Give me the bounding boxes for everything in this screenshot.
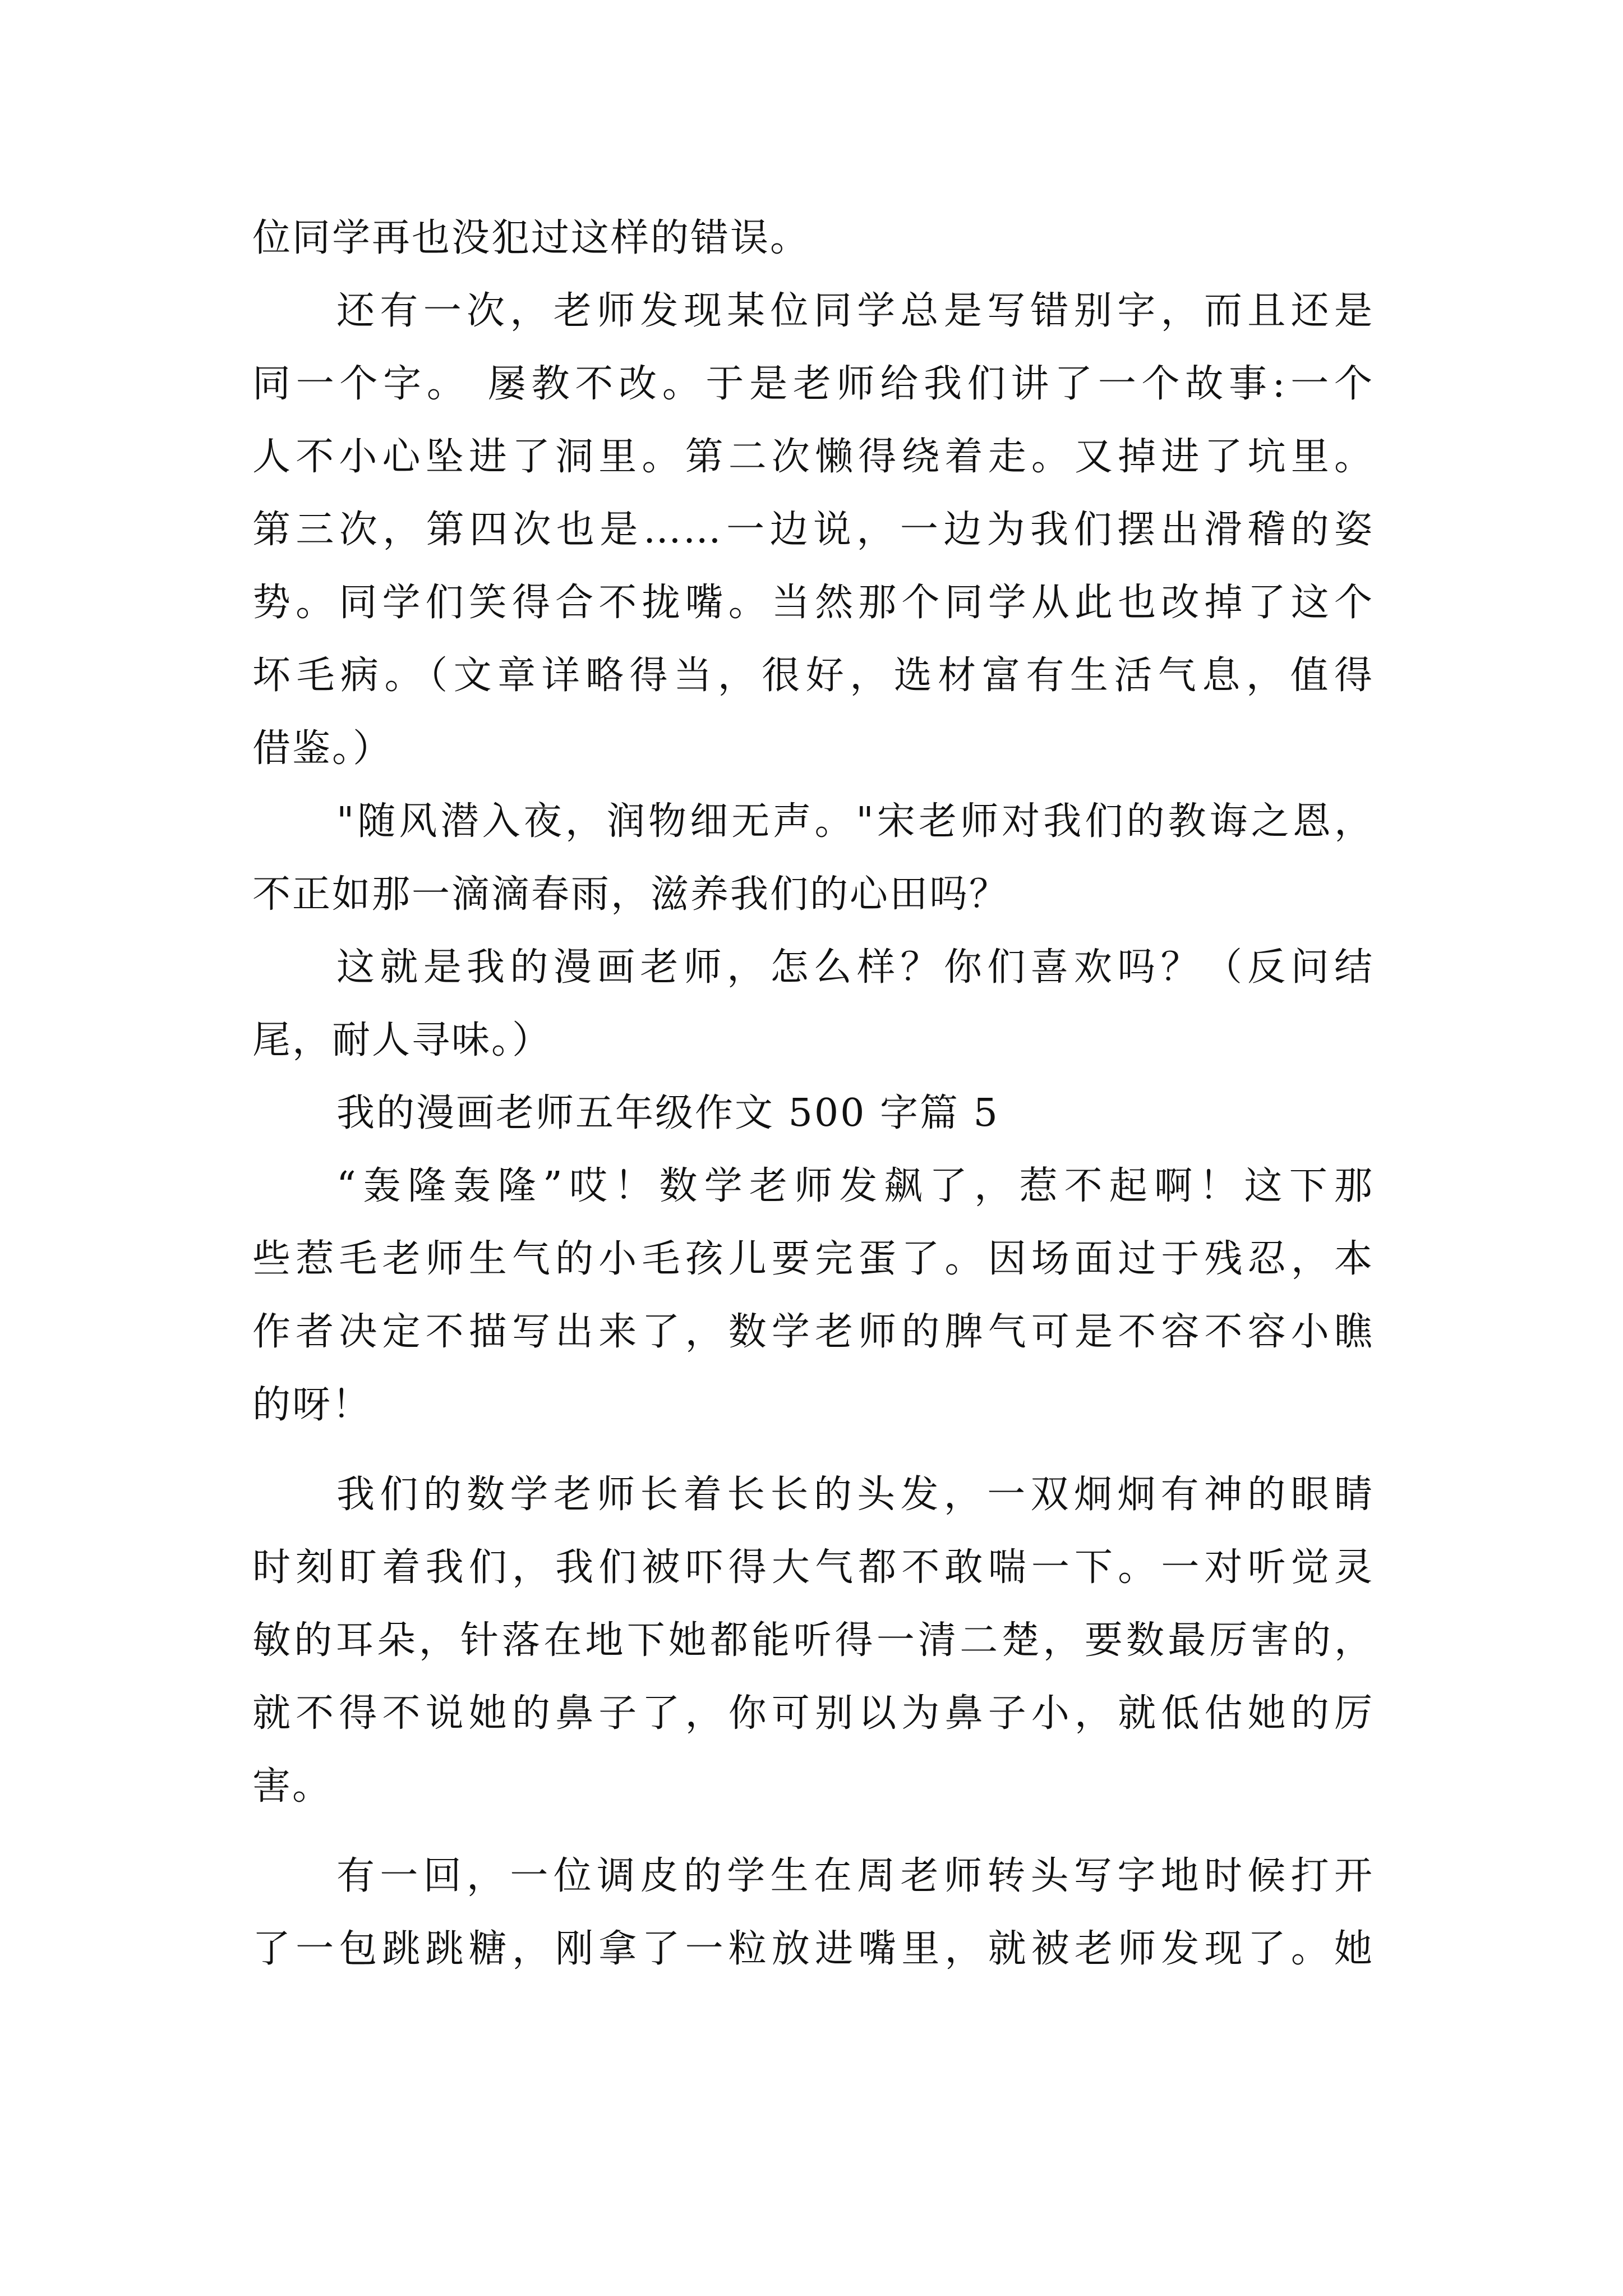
text-line: 些惹毛老师生气的小毛孩儿要完蛋了。因场面过于残忍，本 [252,1237,1374,1281]
text-line: 害。 [252,1764,333,1809]
paragraph-gap [252,1823,1374,1840]
text-line: 借鉴。） [252,726,393,771]
text-line: 这就是我的漫画老师，怎么样？你们喜欢吗？（反问结 [336,945,1374,990]
text-line: 时刻盯着我们，我们被吓得大气都不敢喘一下。一对听觉灵 [252,1545,1374,1590]
text-line: 位同学再也没犯过这样的错误。 [252,216,810,260]
text-line: 第三次，第四次也是……一边说，一边为我们摆出滑稽的姿 [252,508,1374,552]
text-line: 我的漫画老师五年级作文 500 字篇 5 [336,1091,999,1135]
text-line: 有一回，一位调皮的学生在周老师转头写字地时候打开 [336,1854,1374,1898]
text-line: 作者决定不描写出来了，数学老师的脾气可是不容不容小瞧 [252,1310,1374,1354]
text-line: 尾，耐人寻味。） [252,1018,552,1062]
text-line: 了一包跳跳糖，刚拿了一粒放进嘴里，就被老师发现了。她 [252,1927,1374,1971]
paragraph-gap [252,1442,1374,1458]
text-line: "随风潜入夜，润物细无声。"宋老师对我们的教诲之恩， [336,799,1374,844]
text-line: 同一个字。 屡教不改。于是老师给我们讲了一个故事:一个 [252,362,1374,406]
text-line: 坏毛病。（文章详略得当，很好，选材富有生活气息，值得 [252,654,1374,698]
text-line: 还有一次，老师发现某位同学总是写错别字，而且还是 [336,289,1374,333]
text-line: 就不得不说她的鼻子了，你可别以为鼻子小，就低估她的厉 [252,1691,1374,1736]
text-line: 敏的耳朵，针落在地下她都能听得一清二楚，要数最厉害的， [252,1618,1374,1663]
text-line: 的呀！ [252,1383,372,1427]
text-line: 人不小心坠进了洞里。第二次懒得绕着走。又掉进了坑里。 [252,435,1374,479]
text-line: 不正如那一滴滴春雨，滋养我们的心田吗？ [252,872,1009,917]
essay-body [252,202,1374,1986]
text-line: “轰隆轰隆”哎！数学老师发飙了，惹不起啊！这下那 [336,1164,1374,1208]
text-line: 势。同学们笑得合不拢嘴。当然那个同学从此也改掉了这个 [252,581,1374,625]
text-line: 我们的数学老师长着长长的头发，一双炯炯有神的眼睛 [336,1473,1374,1517]
